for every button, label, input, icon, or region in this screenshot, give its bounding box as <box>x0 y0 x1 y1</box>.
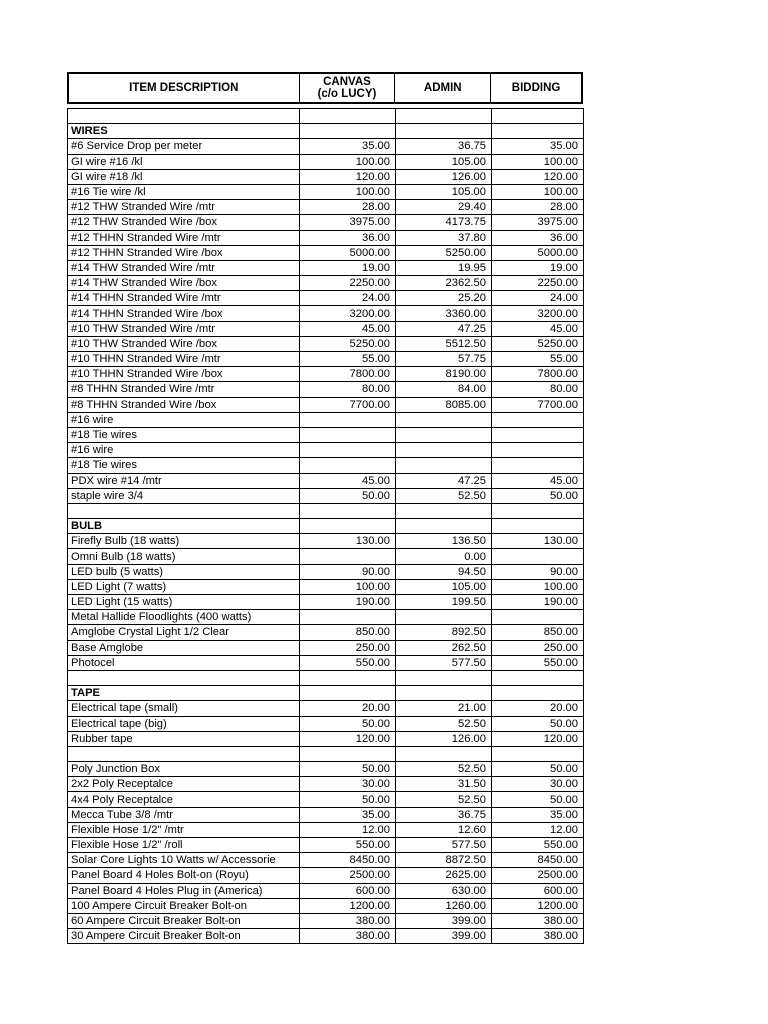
item-description-cell: LED Light (15 watts) <box>68 595 300 610</box>
bidding-price-cell: 3975.00 <box>492 215 584 230</box>
admin-price-cell <box>396 519 492 534</box>
admin-price-cell: 84.00 <box>396 382 492 397</box>
bidding-price-cell: 80.00 <box>492 382 584 397</box>
item-description-cell: GI wire #18 /kl <box>68 169 300 184</box>
bidding-price-cell <box>492 519 584 534</box>
item-description-cell: Firefly Bulb (18 watts) <box>68 534 300 549</box>
table-row <box>68 564 584 579</box>
bidding-price-cell: 7700.00 <box>492 397 584 412</box>
header-item-description: ITEM DESCRIPTION <box>69 74 300 102</box>
item-description-cell: #10 THW Stranded Wire /box <box>68 336 300 351</box>
admin-price-cell <box>396 443 492 458</box>
canvas-price-cell: 45.00 <box>300 473 396 488</box>
admin-price-cell: 105.00 <box>396 579 492 594</box>
bidding-price-cell: 28.00 <box>492 200 584 215</box>
table-row <box>68 595 584 610</box>
bidding-price-cell: 550.00 <box>492 655 584 670</box>
table-row <box>68 397 584 412</box>
header-canvas <box>300 74 396 102</box>
item-description-cell: #16 wire <box>68 412 300 427</box>
canvas-price-cell: 100.00 <box>300 184 396 199</box>
table-row <box>68 716 584 731</box>
table-row <box>68 746 584 761</box>
canvas-price-cell <box>300 686 396 701</box>
item-description-cell: 30 Ampere Circuit Breaker Bolt-on <box>68 929 300 944</box>
item-description-cell: Flexible Hose 1/2" /mtr <box>68 822 300 837</box>
canvas-price-cell: 1200.00 <box>300 898 396 913</box>
admin-price-cell: 29.40 <box>396 200 492 215</box>
item-description-cell: Solar Core Lights 10 Watts w/ Accessorie <box>68 853 300 868</box>
item-description-cell: Mecca Tube 3/8 /mtr <box>68 807 300 822</box>
canvas-price-cell: 2500.00 <box>300 868 396 883</box>
canvas-price-cell: 380.00 <box>300 913 396 928</box>
table-row <box>68 382 584 397</box>
admin-price-cell: 25.20 <box>396 291 492 306</box>
admin-price-cell: 3360.00 <box>396 306 492 321</box>
table-row <box>68 427 584 442</box>
admin-price-cell <box>396 686 492 701</box>
item-description-cell: 4x4 Poly Receptalce <box>68 792 300 807</box>
admin-price-cell <box>396 427 492 442</box>
bidding-price-cell: 35.00 <box>492 139 584 154</box>
table-row <box>68 336 584 351</box>
canvas-price-cell: 55.00 <box>300 352 396 367</box>
table-row <box>68 276 584 291</box>
table-row <box>68 291 584 306</box>
item-description-cell: #18 Tie wires <box>68 427 300 442</box>
item-description-cell: Flexible Hose 1/2" /roll <box>68 838 300 853</box>
canvas-price-cell: 30.00 <box>300 777 396 792</box>
canvas-price-cell: 35.00 <box>300 139 396 154</box>
canvas-price-cell: 19.00 <box>300 260 396 275</box>
bidding-price-cell: 50.00 <box>492 488 584 503</box>
table-row <box>68 443 584 458</box>
admin-price-cell: 47.25 <box>396 473 492 488</box>
item-description-cell <box>68 109 300 124</box>
admin-price-cell: 4173.75 <box>396 215 492 230</box>
canvas-price-cell: 12.00 <box>300 822 396 837</box>
admin-price-cell: 2625.00 <box>396 868 492 883</box>
admin-price-cell: 577.50 <box>396 655 492 670</box>
item-description-cell: #12 THHN Stranded Wire /mtr <box>68 230 300 245</box>
item-description-cell: Photocel <box>68 655 300 670</box>
bidding-price-cell: 19.00 <box>492 260 584 275</box>
bidding-price-cell: 100.00 <box>492 184 584 199</box>
item-description-cell: #10 THHN Stranded Wire /box <box>68 367 300 382</box>
table-row <box>68 412 584 427</box>
item-description-cell: #14 THW Stranded Wire /box <box>68 276 300 291</box>
bidding-price-cell: 380.00 <box>492 913 584 928</box>
canvas-price-cell: 35.00 <box>300 807 396 822</box>
table-row <box>68 321 584 336</box>
bidding-price-cell: 12.00 <box>492 822 584 837</box>
item-description-cell: #16 Tie wire /kl <box>68 184 300 199</box>
item-description-cell: #14 THW Stranded Wire /mtr <box>68 260 300 275</box>
item-description-cell: Base Amglobe <box>68 640 300 655</box>
admin-price-cell: 52.50 <box>396 716 492 731</box>
bidding-price-cell <box>492 443 584 458</box>
table-row <box>68 109 584 124</box>
bidding-price-cell: 35.00 <box>492 807 584 822</box>
table-row <box>68 883 584 898</box>
canvas-price-cell: 850.00 <box>300 625 396 640</box>
bidding-price-cell: 24.00 <box>492 291 584 306</box>
table-row <box>68 777 584 792</box>
header-canvas-line1: CANVAS <box>323 76 371 88</box>
table-row <box>68 838 584 853</box>
admin-price-cell: 5250.00 <box>396 245 492 260</box>
table-row <box>68 503 584 518</box>
item-description-cell: GI wire #16 /kl <box>68 154 300 169</box>
admin-price-cell: 37.80 <box>396 230 492 245</box>
canvas-price-cell: 3975.00 <box>300 215 396 230</box>
table-row <box>68 139 584 154</box>
bidding-price-cell: 2500.00 <box>492 868 584 883</box>
item-description-cell: #8 THHN Stranded Wire /box <box>68 397 300 412</box>
bidding-price-cell <box>492 686 584 701</box>
admin-price-cell: 36.75 <box>396 139 492 154</box>
table-row <box>68 762 584 777</box>
item-description-cell: LED bulb (5 watts) <box>68 564 300 579</box>
table-row <box>68 731 584 746</box>
item-description-cell: #6 Service Drop per meter <box>68 139 300 154</box>
item-description-cell: #10 THW Stranded Wire /mtr <box>68 321 300 336</box>
bidding-price-cell: 45.00 <box>492 321 584 336</box>
table-row <box>68 260 584 275</box>
canvas-price-cell: 45.00 <box>300 321 396 336</box>
bidding-price-cell: 36.00 <box>492 230 584 245</box>
item-description-cell: #12 THW Stranded Wire /box <box>68 215 300 230</box>
admin-price-cell: 8085.00 <box>396 397 492 412</box>
canvas-price-cell: 5250.00 <box>300 336 396 351</box>
item-description-cell: Omni Bulb (18 watts) <box>68 549 300 564</box>
header-canvas-line2: (c/o LUCY) <box>317 88 377 100</box>
canvas-price-cell <box>300 124 396 139</box>
table-row <box>68 215 584 230</box>
admin-price-cell: 21.00 <box>396 701 492 716</box>
bidding-price-cell: 850.00 <box>492 625 584 640</box>
canvas-price-cell: 380.00 <box>300 929 396 944</box>
item-description-cell: #12 THHN Stranded Wire /box <box>68 245 300 260</box>
item-description-cell: PDX wire #14 /mtr <box>68 473 300 488</box>
table-row <box>68 473 584 488</box>
canvas-price-cell: 120.00 <box>300 731 396 746</box>
bidding-price-cell <box>492 610 584 625</box>
bidding-price-cell: 50.00 <box>492 762 584 777</box>
table-row <box>68 822 584 837</box>
table-row <box>68 625 584 640</box>
canvas-price-cell <box>300 670 396 685</box>
bidding-price-cell: 8450.00 <box>492 853 584 868</box>
bidding-price-cell: 100.00 <box>492 154 584 169</box>
bidding-price-cell: 7800.00 <box>492 367 584 382</box>
admin-price-cell: 52.50 <box>396 792 492 807</box>
canvas-price-cell: 5000.00 <box>300 245 396 260</box>
table-row <box>68 458 584 473</box>
canvas-price-cell: 36.00 <box>300 230 396 245</box>
canvas-price-cell: 50.00 <box>300 792 396 807</box>
table-row <box>68 898 584 913</box>
bidding-price-cell <box>492 503 584 518</box>
admin-price-cell: 126.00 <box>396 731 492 746</box>
admin-price-cell: 577.50 <box>396 838 492 853</box>
canvas-price-cell <box>300 746 396 761</box>
item-description-cell: #16 wire <box>68 443 300 458</box>
bidding-price-cell: 50.00 <box>492 792 584 807</box>
table-row <box>68 670 584 685</box>
admin-price-cell: 0.00 <box>396 549 492 564</box>
table-row <box>68 610 584 625</box>
canvas-price-cell <box>300 443 396 458</box>
bidding-price-cell: 600.00 <box>492 883 584 898</box>
admin-price-cell: 12.60 <box>396 822 492 837</box>
table-row <box>68 807 584 822</box>
item-description-cell: Panel Board 4 Holes Plug in (America) <box>68 883 300 898</box>
item-description-cell: #8 THHN Stranded Wire /mtr <box>68 382 300 397</box>
admin-price-cell: 399.00 <box>396 929 492 944</box>
item-description-cell: staple wire 3/4 <box>68 488 300 503</box>
canvas-price-cell: 50.00 <box>300 762 396 777</box>
table-row <box>68 367 584 382</box>
admin-price-cell <box>396 109 492 124</box>
bidding-price-cell <box>492 549 584 564</box>
bidding-price-cell: 250.00 <box>492 640 584 655</box>
bidding-price-cell: 5000.00 <box>492 245 584 260</box>
admin-price-cell <box>396 412 492 427</box>
bidding-price-cell <box>492 427 584 442</box>
bidding-price-cell <box>492 109 584 124</box>
admin-price-cell <box>396 503 492 518</box>
table-row <box>68 640 584 655</box>
bidding-price-cell: 190.00 <box>492 595 584 610</box>
admin-price-cell: 105.00 <box>396 154 492 169</box>
table-row <box>68 913 584 928</box>
bidding-price-cell: 550.00 <box>492 838 584 853</box>
canvas-price-cell: 100.00 <box>300 154 396 169</box>
header-admin: ADMIN <box>395 74 491 102</box>
section-header-row <box>68 519 584 534</box>
canvas-price-cell: 20.00 <box>300 701 396 716</box>
bidding-price-cell <box>492 458 584 473</box>
item-description-cell: 2x2 Poly Receptalce <box>68 777 300 792</box>
bidding-price-cell: 1200.00 <box>492 898 584 913</box>
canvas-price-cell: 130.00 <box>300 534 396 549</box>
table-row <box>68 929 584 944</box>
bidding-price-cell: 120.00 <box>492 731 584 746</box>
table-row <box>68 853 584 868</box>
canvas-price-cell: 8450.00 <box>300 853 396 868</box>
canvas-price-cell: 80.00 <box>300 382 396 397</box>
canvas-price-cell <box>300 519 396 534</box>
canvas-price-cell: 3200.00 <box>300 306 396 321</box>
item-description-cell: LED Light (7 watts) <box>68 579 300 594</box>
item-description-cell: Panel Board 4 Holes Bolt-on (Royu) <box>68 868 300 883</box>
canvas-price-cell: 7800.00 <box>300 367 396 382</box>
item-description-cell: WIRES <box>68 124 300 139</box>
canvas-price-cell: 100.00 <box>300 579 396 594</box>
item-description-cell <box>68 670 300 685</box>
admin-price-cell: 47.25 <box>396 321 492 336</box>
bidding-price-cell: 120.00 <box>492 169 584 184</box>
bidding-price-cell: 20.00 <box>492 701 584 716</box>
table-row <box>68 655 584 670</box>
item-description-cell: #14 THHN Stranded Wire /box <box>68 306 300 321</box>
price-sheet <box>67 72 583 944</box>
canvas-price-cell: 50.00 <box>300 488 396 503</box>
canvas-price-cell <box>300 109 396 124</box>
table-row <box>68 306 584 321</box>
canvas-price-cell: 2250.00 <box>300 276 396 291</box>
table-header <box>67 72 583 104</box>
admin-price-cell <box>396 124 492 139</box>
canvas-price-cell: 550.00 <box>300 838 396 853</box>
bidding-price-cell <box>492 412 584 427</box>
canvas-price-cell: 7700.00 <box>300 397 396 412</box>
item-description-cell: #14 THHN Stranded Wire /mtr <box>68 291 300 306</box>
bidding-price-cell: 130.00 <box>492 534 584 549</box>
admin-price-cell: 8190.00 <box>396 367 492 382</box>
canvas-price-cell <box>300 610 396 625</box>
item-description-cell: TAPE <box>68 686 300 701</box>
admin-price-cell: 36.75 <box>396 807 492 822</box>
item-description-cell: Electrical tape (big) <box>68 716 300 731</box>
table-row <box>68 868 584 883</box>
admin-price-cell: 105.00 <box>396 184 492 199</box>
canvas-price-cell: 550.00 <box>300 655 396 670</box>
admin-price-cell: 52.50 <box>396 762 492 777</box>
admin-price-cell: 1260.00 <box>396 898 492 913</box>
table-row <box>68 154 584 169</box>
canvas-price-cell: 50.00 <box>300 716 396 731</box>
item-description-cell: 100 Ampere Circuit Breaker Bolt-on <box>68 898 300 913</box>
bidding-price-cell: 55.00 <box>492 352 584 367</box>
admin-price-cell: 94.50 <box>396 564 492 579</box>
canvas-price-cell: 90.00 <box>300 564 396 579</box>
admin-price-cell: 52.50 <box>396 488 492 503</box>
item-description-cell: Rubber tape <box>68 731 300 746</box>
admin-price-cell: 136.50 <box>396 534 492 549</box>
item-description-cell <box>68 746 300 761</box>
item-description-cell: BULB <box>68 519 300 534</box>
bidding-price-cell: 50.00 <box>492 716 584 731</box>
admin-price-cell: 262.50 <box>396 640 492 655</box>
admin-price-cell: 892.50 <box>396 625 492 640</box>
table-row <box>68 352 584 367</box>
admin-price-cell <box>396 610 492 625</box>
item-description-cell: #10 THHN Stranded Wire /mtr <box>68 352 300 367</box>
admin-price-cell: 199.50 <box>396 595 492 610</box>
item-description-cell: Electrical tape (small) <box>68 701 300 716</box>
item-description-cell: #18 Tie wires <box>68 458 300 473</box>
bidding-price-cell: 30.00 <box>492 777 584 792</box>
bidding-price-cell <box>492 670 584 685</box>
table-row <box>68 200 584 215</box>
item-description-cell: #12 THW Stranded Wire /mtr <box>68 200 300 215</box>
bidding-price-cell: 5250.00 <box>492 336 584 351</box>
bidding-price-cell: 3200.00 <box>492 306 584 321</box>
item-description-cell: 60 Ampere Circuit Breaker Bolt-on <box>68 913 300 928</box>
canvas-price-cell <box>300 458 396 473</box>
table-row <box>68 245 584 260</box>
table-row <box>68 549 584 564</box>
admin-price-cell <box>396 670 492 685</box>
canvas-price-cell <box>300 503 396 518</box>
header-bidding: BIDDING <box>511 82 561 94</box>
item-description-cell: Poly Junction Box <box>68 762 300 777</box>
table-row <box>68 488 584 503</box>
table-row <box>68 701 584 716</box>
canvas-price-cell <box>300 412 396 427</box>
admin-price-cell: 2362.50 <box>396 276 492 291</box>
bidding-price-cell <box>492 124 584 139</box>
table-row <box>68 169 584 184</box>
table-row <box>68 534 584 549</box>
admin-price-cell: 8872.50 <box>396 853 492 868</box>
admin-price-cell <box>396 746 492 761</box>
canvas-price-cell: 600.00 <box>300 883 396 898</box>
admin-price-cell <box>396 458 492 473</box>
canvas-price-cell: 24.00 <box>300 291 396 306</box>
bidding-price-cell <box>492 746 584 761</box>
bidding-price-cell: 100.00 <box>492 579 584 594</box>
canvas-price-cell <box>300 549 396 564</box>
table-row <box>68 792 584 807</box>
admin-price-cell: 19.95 <box>396 260 492 275</box>
canvas-price-cell: 120.00 <box>300 169 396 184</box>
admin-price-cell: 399.00 <box>396 913 492 928</box>
price-table <box>67 108 584 944</box>
admin-price-cell: 31.50 <box>396 777 492 792</box>
admin-price-cell: 630.00 <box>396 883 492 898</box>
canvas-price-cell: 28.00 <box>300 200 396 215</box>
admin-price-cell: 57.75 <box>396 352 492 367</box>
bidding-price-cell: 45.00 <box>492 473 584 488</box>
table-row <box>68 184 584 199</box>
section-header-row <box>68 124 584 139</box>
bidding-price-cell: 380.00 <box>492 929 584 944</box>
admin-price-cell: 126.00 <box>396 169 492 184</box>
section-header-row <box>68 686 584 701</box>
admin-price-cell: 5512.50 <box>396 336 492 351</box>
canvas-price-cell: 250.00 <box>300 640 396 655</box>
table-row <box>68 579 584 594</box>
bidding-price-cell: 2250.00 <box>492 276 584 291</box>
bidding-price-cell: 90.00 <box>492 564 584 579</box>
canvas-price-cell <box>300 427 396 442</box>
item-description-cell <box>68 503 300 518</box>
price-table-body <box>68 109 584 944</box>
item-description-cell: Amglobe Crystal Light 1/2 Clear <box>68 625 300 640</box>
canvas-price-cell: 190.00 <box>300 595 396 610</box>
table-row <box>68 230 584 245</box>
item-description-cell: Metal Hallide Floodlights (400 watts) <box>68 610 300 625</box>
